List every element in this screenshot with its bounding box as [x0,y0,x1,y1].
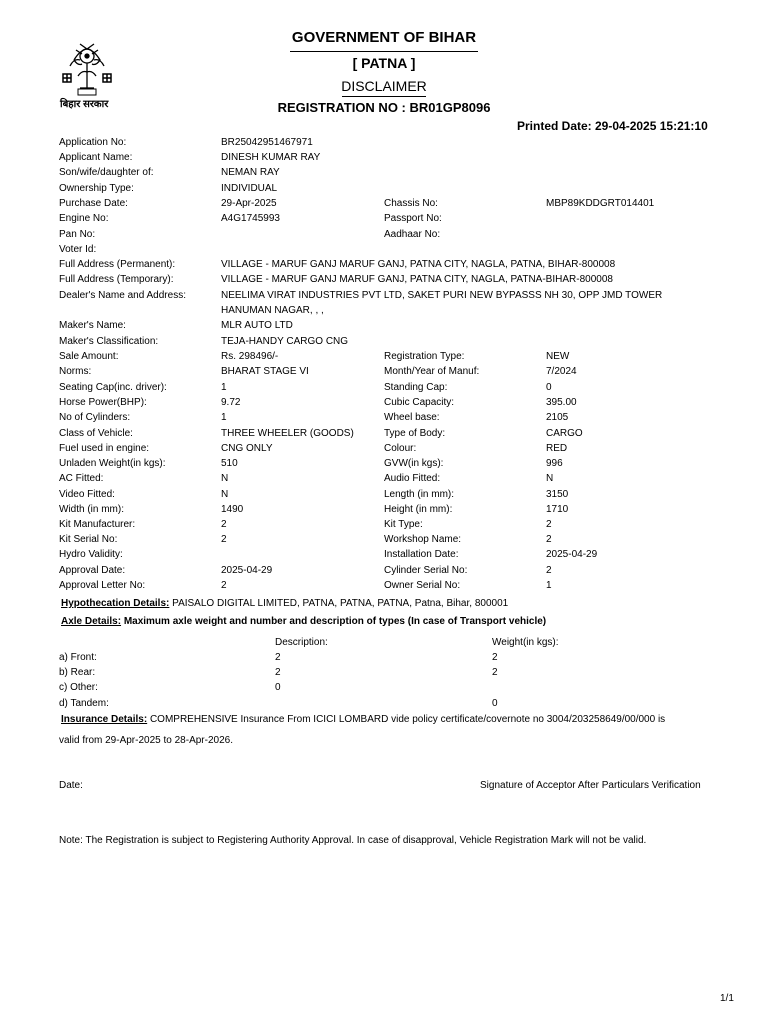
field-label: Class of Vehicle: [59,428,133,439]
axle-row-label: c) Other: [59,682,98,693]
field-value: A4G1745993 [221,213,280,224]
field-label: Application No: [59,137,127,148]
axle-col-description: Description: [275,637,328,648]
office-name: [ PATNA ] [352,55,416,71]
field-label: Ownership Type: [59,183,134,194]
acceptor-signature: Signature of Acceptor After Particulars Verification [480,780,701,791]
hypothecation-value: PAISALO DIGITAL LIMITED, PATNA, PATNA, PATNA, Patna, Bihar, 800001 [172,598,509,609]
field-label: Owner Serial No: [384,580,461,591]
field-label: Engine No: [59,213,109,224]
field-value: 9.72 [221,397,241,408]
field-value: VILLAGE - MARUF GANJ MARUF GANJ, PATNA CITY, NAGLA, PATNA, BIHAR-800008 [221,259,616,270]
field-label: Approval Date: [59,565,126,576]
field-value: 1710 [546,504,569,515]
field-value: THREE WHEELER (GOODS) [221,428,354,439]
field-value: DINESH KUMAR RAY [221,152,321,163]
insurance-line1: COMPREHENSIVE Insurance From ICICI LOMBARD vide policy certificate/covernote no 3004/203258649/00/000 is [149,714,666,725]
page-number: 1/1 [720,993,734,1004]
field-label: Sale Amount: [59,351,119,362]
field-label: Unladen Weight(in kgs): [59,458,166,469]
field-value: CNG ONLY [221,443,273,454]
field-value: 2 [546,565,552,576]
axle-details [61,616,546,628]
field-value: 1490 [221,504,244,515]
axle-row-label: a) Front: [59,652,97,663]
field-label: Chassis No: [384,198,438,209]
field-label: Voter Id: [59,244,97,255]
emblem-caption: बिहार सरकार [60,99,109,110]
field-value: 2 [546,534,552,545]
field-value: TEJA-HANDY CARGO CNG [221,336,349,347]
axle-row-weight: 0 [492,698,498,709]
field-label: Aadhaar No: [384,229,441,240]
field-label: Video Fitted: [59,489,115,500]
axle-row-weight: 2 [492,652,498,663]
field-value: INDIVIDUAL [221,183,278,194]
field-value: 3150 [546,489,569,500]
field-value: 2 [221,519,227,530]
field-value: 2025-04-29 [546,549,598,560]
insurance-details [61,714,665,726]
registration-note: Note: The Registration is subject to Registering Authority Approval. In case of disapproval, Vehicle Registration Mark will not be valid. [59,835,647,846]
field-value: 7/2024 [546,366,577,377]
field-value: BHARAT STAGE VI [221,366,309,377]
field-label: Maker's Classification: [59,336,159,347]
field-label: Approval Letter No: [59,580,146,591]
field-label: Registration Type: [384,351,465,362]
field-label: Hydro Validity: [59,549,123,560]
field-label: Audio Fitted: [384,473,441,484]
field-value: HANUMAN NAGAR, , , [221,305,324,316]
axle-title: Maximum axle weight and number and description of types (In case of Transport vehicle) [123,616,547,627]
field-label: No of Cylinders: [59,412,131,423]
field-value: 2025-04-29 [221,565,273,576]
axle-label: Axle Details: [61,616,122,627]
field-value: N [221,489,229,500]
field-label: Son/wife/daughter of: [59,167,154,178]
field-value: RED [546,443,568,454]
field-label: Wheel base: [384,412,440,423]
field-label: Installation Date: [384,549,459,560]
title-underline [290,51,478,52]
field-value: 2 [221,534,227,545]
field-label: GVW(in kgs): [384,458,444,469]
field-value: 2 [221,580,227,591]
field-value: 510 [221,458,238,469]
field-value: NEELIMA VIRAT INDUSTRIES PVT LTD, SAKET PURI NEW BYPASSS NH 30, OPP JMD TOWER [221,290,663,301]
field-label: Standing Cap: [384,382,448,393]
field-value: N [221,473,229,484]
registration-number: REGISTRATION NO : BR01GP8096 [277,100,491,115]
field-label: Colour: [384,443,417,454]
document-type: DISCLAIMER [341,78,427,94]
field-label: Seating Cap(inc. driver): [59,382,167,393]
field-label: Pan No: [59,229,96,240]
field-value: NEMAN RAY [221,167,280,178]
field-value: 2105 [546,412,569,423]
field-value: 1 [221,412,227,423]
field-value: 29-Apr-2025 [221,198,277,209]
axle-row-description: 2 [275,652,281,663]
doc-type-underline [342,96,426,97]
field-value: Rs. 298496/- [221,351,279,362]
field-label: Height (in mm): [384,504,453,515]
field-value: 996 [546,458,563,469]
document-title: GOVERNMENT OF BIHAR [291,29,477,46]
field-label: Cubic Capacity: [384,397,455,408]
field-label: Full Address (Temporary): [59,274,174,285]
field-label: Cylinder Serial No: [384,565,468,576]
field-label: Applicant Name: [59,152,133,163]
field-value: 395.00 [546,397,577,408]
field-label: Type of Body: [384,428,446,439]
field-label: Month/Year of Manuf: [384,366,480,377]
field-label: Length (in mm): [384,489,455,500]
field-label: Workshop Name: [384,534,462,545]
insurance-label: Insurance Details: [61,714,148,725]
field-value: 2 [546,519,552,530]
field-value: 1 [546,580,552,591]
axle-row-description: 0 [275,682,281,693]
axle-row-label: b) Rear: [59,667,96,678]
field-label: Kit Type: [384,519,423,530]
printed-date: Printed Date: 29-04-2025 15:21:10 [517,119,708,133]
field-label: Horse Power(BHP): [59,397,147,408]
axle-row-description: 2 [275,667,281,678]
field-value: MBP89KDDGRT014401 [546,198,655,209]
field-value: 1 [221,382,227,393]
hypothecation-details [61,598,508,610]
field-label: Purchase Date: [59,198,128,209]
field-label: Kit Manufacturer: [59,519,136,530]
field-label: Fuel used in engine: [59,443,150,454]
field-label: AC Fitted: [59,473,104,484]
date-label: Date: [59,780,83,791]
field-value: 0 [546,382,552,393]
field-value: MLR AUTO LTD [221,320,293,331]
field-value: N [546,473,554,484]
field-label: Full Address (Permanent): [59,259,176,270]
axle-row-weight: 2 [492,667,498,678]
field-label: Dealer's Name and Address: [59,290,186,301]
field-value: VILLAGE - MARUF GANJ MARUF GANJ, PATNA CITY, NAGLA, PATNA-BIHAR-800008 [221,274,613,285]
field-value: CARGO [546,428,583,439]
field-value: BR25042951467971 [221,137,313,148]
field-label: Kit Serial No: [59,534,118,545]
axle-col-weight: Weight(in kgs): [492,637,559,648]
axle-row-label: d) Tandem: [59,698,109,709]
field-label: Passport No: [384,213,442,224]
field-value: NEW [546,351,570,362]
hypothecation-label: Hypothecation Details: [61,598,170,609]
field-label: Width (in mm): [59,504,124,515]
field-label: Norms: [59,366,92,377]
insurance-line2: valid from 29-Apr-2025 to 28-Apr-2026. [59,735,233,746]
field-label: Maker's Name: [59,320,126,331]
